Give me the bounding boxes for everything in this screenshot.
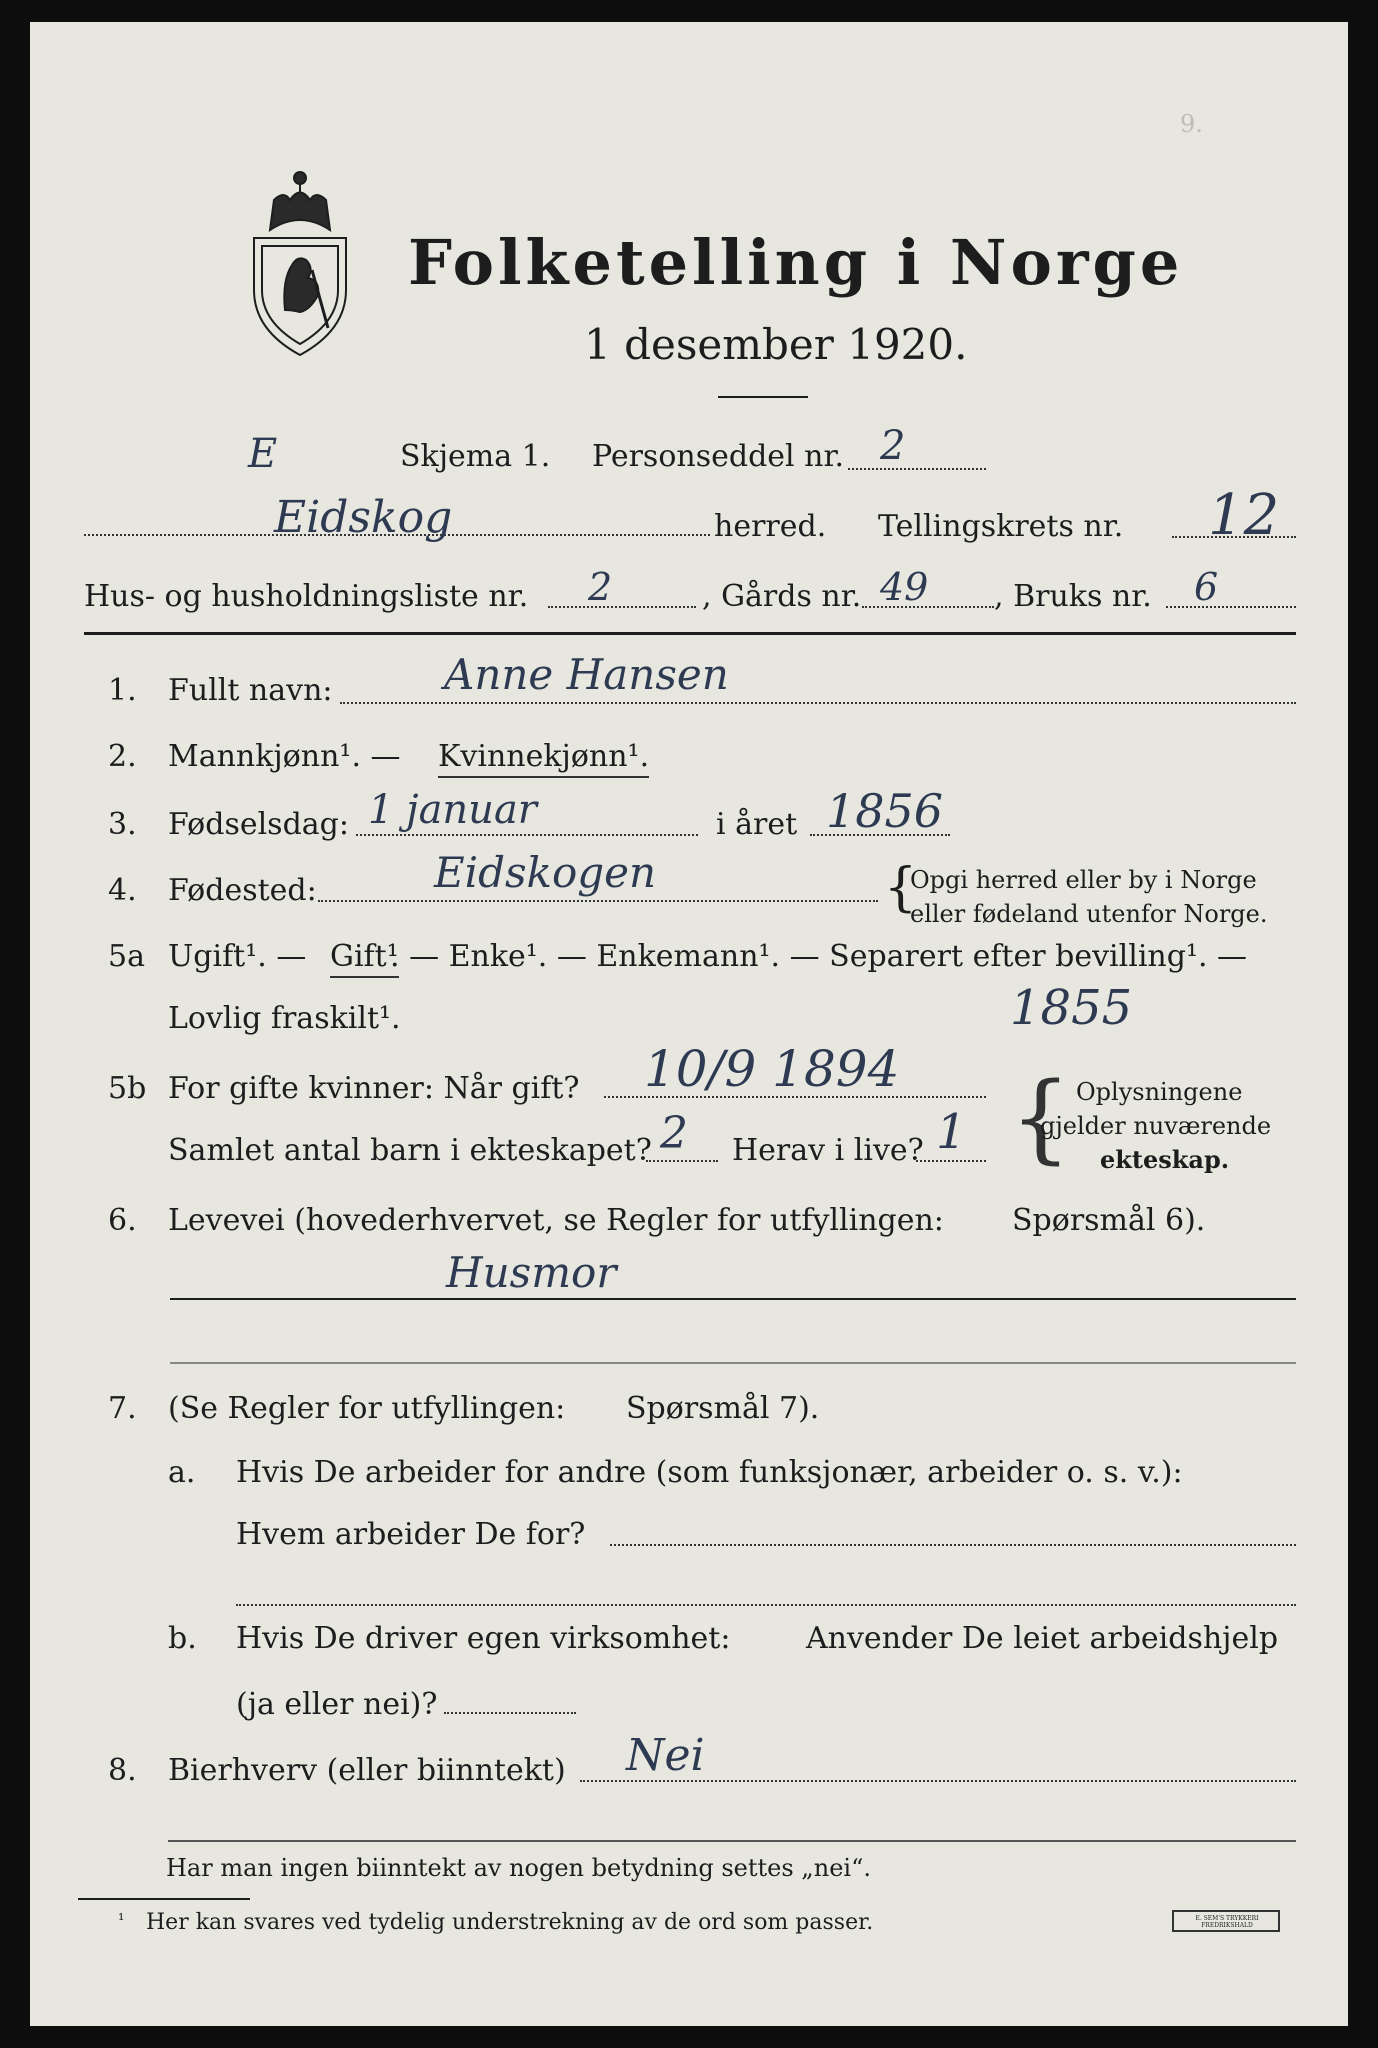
- q8-label: Bierhverv (eller biinntekt): [168, 1753, 566, 1788]
- handwritten-initials: E: [248, 431, 278, 477]
- q6-label-ref: Spørsmål 6).: [1012, 1203, 1206, 1238]
- q4-note-line1: Opgi herred eller by i Norge: [910, 866, 1257, 894]
- q6-occupation-value[interactable]: Husmor: [446, 1248, 617, 1297]
- q4-note-line2: eller fødeland utenfor Norge.: [910, 900, 1268, 928]
- q5b-children-label: Samlet antal barn i ekteskapet?: [168, 1133, 652, 1168]
- q5b-note-line3: ekteskap.: [1100, 1145, 1230, 1174]
- q8-line2: [168, 1840, 1296, 1842]
- q1-full-name-value[interactable]: Anne Hansen: [444, 650, 729, 699]
- q7b-label: Hvis De driver egen virksomhet:: [236, 1621, 731, 1656]
- title-divider: [718, 396, 808, 398]
- q5b-label: For gifte kvinner: Når gift?: [168, 1071, 580, 1106]
- q3-year-value[interactable]: 1856: [826, 784, 944, 838]
- q7-label: (Se Regler for utfyllingen:: [168, 1391, 566, 1426]
- q6-label: Levevei (hovederhvervet, se Regler for utfyllingen:: [168, 1203, 944, 1238]
- q4-number: 4.: [108, 873, 137, 908]
- gards-label: , Gårds nr.: [702, 579, 862, 614]
- q6-number: 6.: [108, 1203, 137, 1238]
- census-date: 1 desember 1920.: [584, 320, 968, 369]
- hus-line: [548, 606, 696, 608]
- q3-label: Fødselsdag:: [168, 807, 349, 842]
- q1-line: [340, 702, 1296, 704]
- gards-value[interactable]: 49: [880, 565, 929, 609]
- q1-number: 1.: [108, 673, 137, 708]
- q7a-letter: a.: [168, 1455, 196, 1490]
- bleed-through-text: 9.: [1180, 110, 1203, 138]
- personseddel-value[interactable]: 2: [880, 423, 906, 469]
- tellingskrets-label: Tellingskrets nr.: [878, 509, 1124, 544]
- q7a-answer-line2: [236, 1604, 1296, 1606]
- q5b-alive-label: Herav i live?: [732, 1133, 924, 1168]
- q4-bracket: {: [884, 858, 918, 918]
- q5b-note-line2: gjelder nuværende: [1040, 1112, 1272, 1140]
- page-title: Folketelling i Norge: [408, 226, 1184, 299]
- q5b-note-line1: Oplysningene: [1076, 1078, 1243, 1106]
- tellingskrets-value[interactable]: 12: [1208, 483, 1280, 548]
- q3-line: [356, 834, 698, 836]
- q5b-children-line: [646, 1160, 718, 1162]
- q2-male-option[interactable]: Mannkjønn¹. —: [168, 739, 401, 774]
- footnote-mark: ¹: [118, 1910, 125, 1929]
- biinntekt-note: Har man ingen biinntekt av nogen betydning settes „nei“.: [166, 1854, 871, 1882]
- q3-birthday-value[interactable]: 1 januar: [368, 787, 537, 833]
- q7b-letter: b.: [168, 1621, 197, 1656]
- q7a-answer-line: [610, 1544, 1296, 1546]
- q3-year-label: i året: [716, 807, 798, 842]
- q5b-bracket: {: [1010, 1062, 1072, 1174]
- bruks-label: , Bruks nr.: [994, 579, 1152, 614]
- schema-label: Skjema 1.: [400, 439, 551, 474]
- q7a-label: Hvis De arbeider for andre (som funksjonær, arbeider o. s. v.):: [236, 1455, 1183, 1490]
- q4-label: Fødested:: [168, 873, 317, 908]
- q4-line: [318, 900, 878, 902]
- q5b-number: 5b: [108, 1071, 147, 1106]
- herred-label: herred.: [714, 509, 827, 544]
- q3-number: 3.: [108, 807, 137, 842]
- bruks-value[interactable]: 6: [1194, 565, 1219, 609]
- footnote-divider: [78, 1898, 250, 1900]
- q5a-gift-option-underlined[interactable]: Gift¹: [330, 942, 399, 978]
- q7b-label-cont: Anvender De leiet arbeidshjelp: [806, 1621, 1279, 1656]
- printer-mark: [1172, 1910, 1280, 1932]
- q7-number: 7.: [108, 1391, 137, 1426]
- herred-value[interactable]: Eidskog: [274, 492, 453, 543]
- norwegian-coat-of-arms-emblem: [240, 160, 360, 360]
- footnote-text: Her kan svares ved tydelig understrekning av de ord som passer.: [146, 1910, 874, 1935]
- hus-label: Hus- og husholdningsliste nr.: [84, 579, 529, 614]
- q5b-marriage-date-value[interactable]: 10/9 1894: [644, 1040, 900, 1098]
- q5b-alive-line: [916, 1160, 986, 1162]
- q7b-question: (ja eller nei)?: [236, 1687, 438, 1722]
- q5a-number: 5a: [108, 939, 145, 974]
- q5a-other-options[interactable]: . — Enke¹. — Enkemann¹. — Separert efter bevilling¹. —: [390, 939, 1248, 974]
- q6-line2: [170, 1362, 1296, 1364]
- bruks-line: [1166, 606, 1296, 608]
- q5a-ugift-option[interactable]: Ugift¹. —: [168, 939, 307, 974]
- q5b-alive-value[interactable]: 1: [936, 1104, 967, 1160]
- q7b-answer-line: [444, 1712, 576, 1714]
- q8-side-income-value[interactable]: Nei: [626, 1730, 705, 1781]
- q6-line1: [170, 1298, 1296, 1300]
- q7a-question: Hvem arbeider De for?: [236, 1517, 586, 1552]
- hus-value[interactable]: 2: [588, 565, 613, 609]
- q2-female-option-underlined[interactable]: Kvinnekjønn¹.: [438, 742, 649, 778]
- q4-birthplace-value[interactable]: Eidskogen: [434, 848, 657, 897]
- q1-label: Fullt navn:: [168, 673, 333, 708]
- q5a-margin-note: 1855: [1010, 980, 1133, 1036]
- personseddel-label: Personseddel nr.: [592, 439, 845, 474]
- q2-number: 2.: [108, 739, 137, 774]
- q5b-children-value[interactable]: 2: [660, 1108, 688, 1159]
- printer-mark-text: E. SEM'S TRYKKERI FREDRIKSHALD: [1195, 1915, 1259, 1930]
- personseddel-line: [848, 468, 986, 470]
- header-rule: [84, 632, 1296, 635]
- q8-number: 8.: [108, 1753, 137, 1788]
- q5a-lovlig-fraskilt-option[interactable]: Lovlig fraskilt¹.: [168, 1001, 401, 1036]
- q7-label-ref: Spørsmål 7).: [626, 1391, 820, 1426]
